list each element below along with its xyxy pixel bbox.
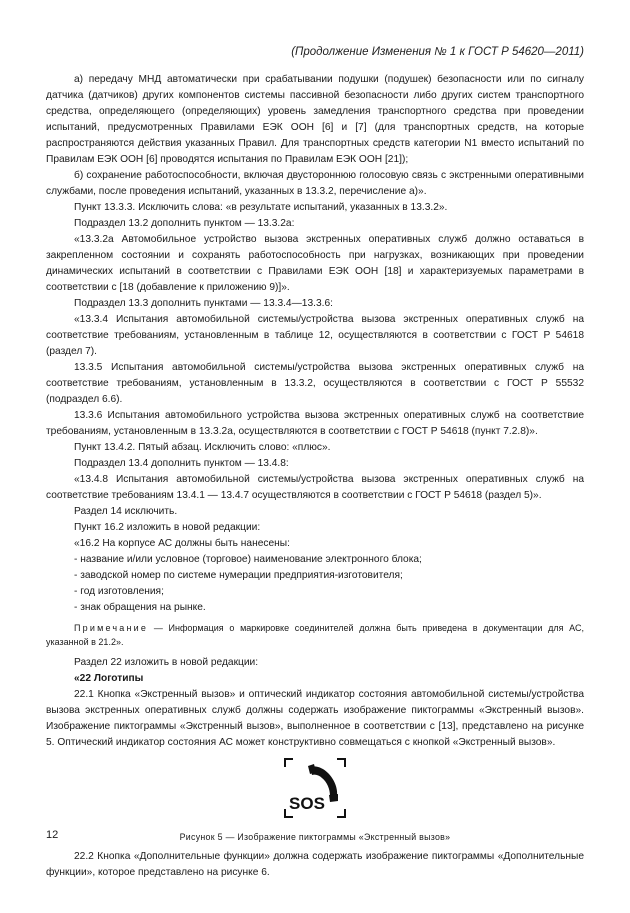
paragraph: Пункт 13.3.3. Исключить слова: «в результате испытаний, указанных в 13.3.2». bbox=[74, 202, 448, 213]
paragraph: 22.2 Кнопка «Дополнительные функции» должна содержать изображение пиктограммы «Дополнительные функции», которое представлено на рисунке 6. bbox=[46, 851, 584, 878]
paragraph: Подраздел 13.2 дополнить пунктом — 13.3.2а: bbox=[74, 218, 295, 229]
paragraph: Раздел 22 изложить в новой редакции: bbox=[74, 657, 259, 668]
note bbox=[46, 621, 584, 649]
page-number: 12 bbox=[46, 829, 59, 841]
paragraph: Раздел 14 исключить. bbox=[74, 506, 178, 517]
paragraph: «16.2 На корпусе АС должны быть нанесены: bbox=[74, 538, 290, 549]
list-item: - название и/или условное (торговое) наименование электронного блока; bbox=[74, 554, 422, 565]
sos-text: SOS bbox=[289, 794, 325, 813]
page-header: (Продолжение Изменения № 1 к ГОСТ Р 54620—2011) bbox=[291, 46, 584, 58]
list-item: - год изготовления; bbox=[74, 586, 164, 597]
note-label: Примечание bbox=[74, 623, 149, 633]
paragraph: 13.3.5 Испытания автомобильной системы/устройства вызова экстренных оперативных служб на соответствие требованиям, установленным в 13.3.2, осуществляются в соответствии с ГОСТ Р 55532 (подраздел 6.6). bbox=[46, 362, 584, 405]
figure-caption: Рисунок 5 — Изображение пиктограммы «Экстренный вызов» bbox=[179, 832, 451, 842]
paragraph: Подраздел 13.4 дополнить пунктом — 13.4.8: bbox=[74, 458, 289, 469]
paragraph: «13.3.2а Автомобильное устройство вызова экстренных оперативных служб должно оставаться в закрепленном состоянии и сохранять работоспособность при нагрузках, возникающих при проведении динамических испытаний в соответствии с Правилами ЕЭК ООН [18] и характеризуемых параметрами в соответствии с [18 (добавление к приложению 9)]». bbox=[46, 234, 584, 293]
paragraph: Подраздел 13.3 дополнить пунктами — 13.3.4—13.3.6: bbox=[74, 298, 333, 309]
paragraph: Пункт 13.4.2. Пятый абзац. Исключить слово: «плюс». bbox=[74, 442, 331, 453]
paragraph: б) сохранение работоспособности, включая двустороннюю голосовую связь с экстренными оперативными службами, после проведения испытаний, указанных в 13.3.2, перечисление а)». bbox=[46, 170, 584, 197]
paragraph: 13.3.6 Испытания автомобильного устройства вызова экстренных оперативных служб на соответствие требованиям, установленным в 13.3.2а, осуществляются в соответствии с ГОСТ Р 54618 (пункт 7.2.8)». bbox=[46, 410, 584, 437]
figure-5 bbox=[46, 757, 584, 825]
paragraph: «13.4.8 Испытания автомобильной системы/устройства вызова экстренных оперативных служб на соответствие требованиям 13.4.1 — 13.4.7 осуществляются в соответствии с ГОСТ Р 54618 (раздел 5)». bbox=[46, 474, 584, 501]
note-text: — Информация о маркировке соединителей должна быть приведена в документации для АС, указанной в 21.2». bbox=[46, 623, 584, 647]
paragraph: а) передачу МНД автоматически при срабатывании подушки (подушек) безопасности или по сигналу датчика (датчиков) других компонентов системы пассивной безопасности либо других систем транспортного средства, определяющего (определяющих) уровень замедления транспортного средства при проведении испытаний, предусмотренных Правилами ЕЭК ООН [6] и [7] (для транспортных средств, на которые распространяются действия указанных Правил. Для транспортных средств категории N1 вместо испытаний по Правилам ЕЭК ООН [6] проводятся испытания по Правилам ЕЭК ООН [21]); bbox=[46, 74, 584, 165]
paragraph: «13.3.4 Испытания автомобильной системы/устройства вызова экстренных оперативных служб на соответствие требованиям, установленным в таблице 12, осуществляются в соответствии с ГОСТ Р 54618 (раздел 7). bbox=[46, 314, 584, 357]
sos-phone-icon bbox=[283, 757, 347, 819]
paragraph: Пункт 16.2 изложить в новой редакции: bbox=[74, 522, 261, 533]
section-heading: «22 Логотипы bbox=[74, 673, 144, 684]
paragraph: 22.1 Кнопка «Экстренный вызов» и оптический индикатор состояния автомобильной системы/устройства вызова экстренных оперативных служб должны содержать изображение пиктограммы «Экстренный вызов». Изображение пиктограммы «Экстренный вызов», выполненное в соответствии с [13], представлено на рисунке 5. Оптический индикатор состояния АС может конструктивно совмещаться с кнопкой «Экстренный вызов». bbox=[46, 689, 584, 748]
list-item: - заводской номер по системе нумерации предприятия-изготовителя; bbox=[74, 570, 403, 581]
page-body bbox=[46, 72, 584, 881]
sos-pictogram bbox=[283, 757, 347, 819]
list-item: - знак обращения на рынке. bbox=[74, 602, 206, 613]
